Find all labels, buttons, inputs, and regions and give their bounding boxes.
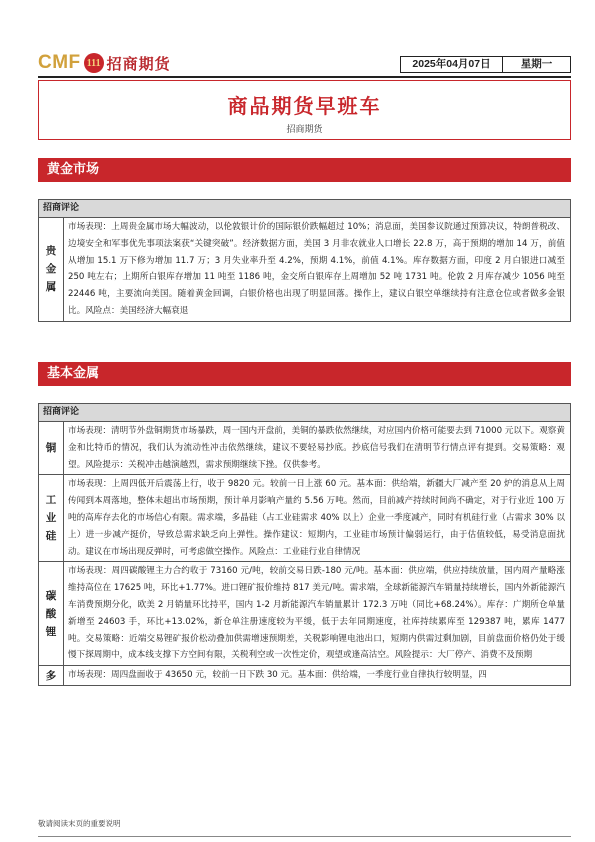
logo-emblem-icon: 111 — [84, 53, 104, 73]
section-base-title: 基本金属 — [38, 362, 571, 386]
header-rule — [38, 76, 571, 78]
row-name-lithium: 碳 酸 锂 — [39, 562, 64, 666]
footnote: 敬请阅读末页的重要说明 — [38, 819, 121, 828]
report-weekday: 星期一 — [520, 58, 553, 70]
row-text-polysilicon: 市场表现：周四盘面收于 43650 元，较前一日下跌 30 元。基本面：供给端，一季度行业自律执行较明显，四 — [64, 666, 571, 686]
table-row — [39, 562, 571, 666]
row-text-copper: 市场表现：清明节外盘铜期货市场暴跌，周一国内开盘前，美铜的暴跌依然继续，对应国内价格可能要去到 71000 元以下。观察黄金和比特币的情况，我们认为流动性冲击依然继续，建议不要轻易抄底。抄底信号我们在清明节行情点评有提到。交易策略：观望。风险提示：关税冲击越演越烈，需求预期继续下挫。仅供参考。 — [64, 422, 571, 475]
logo-chinese: 招商期货 — [106, 54, 171, 73]
page-title: 商品期货早班车 — [227, 94, 382, 118]
row-name-precious-metals: 贵 金 属 — [39, 218, 64, 322]
footer-rule — [38, 836, 571, 837]
table-row — [39, 218, 571, 322]
row-name-silicon: 工 业 硅 — [39, 475, 64, 562]
base-table — [38, 403, 571, 686]
row-text-precious-metals: 市场表现：上周贵金属市场大幅波动，以伦敦银计价的国际银价跌幅超过 10%；消息面，美国参议院通过预算决议，特朗普税改、边境安全和军事优先事项法案获“关键突破”。经济数据方面，美国 3 月非农就业人口增长 22.8 万，高于预期的增加 14 万，前值从增加 15.1 万下修为增加 11.7 万；3 月失业率升至 4.2%，预期 4.1%，前值 4.1%。库存数据方面，印度 2 月白银进口减至 250 吨左右；上期所白银库存增加 11 吨至 1186 吨，金交所白银库存上周增加 52 吨 1731 吨。伦敦 2 月库存减少 1056 吨至 22446 吨，主要流向美国。随着黄金回调，白银价格也出现了明显回落。操作上，建议白银空单继续持有注意仓位或者做多金银比。风险点：美国经济大幅衰退 — [64, 218, 571, 322]
row-name-polysilicon: 多 — [39, 666, 64, 686]
title-box — [38, 80, 571, 140]
table-row — [39, 666, 571, 686]
table-row — [39, 422, 571, 475]
logo-latin: CMF — [38, 52, 81, 73]
gold-table — [38, 199, 571, 322]
base-table-head: 招商评论 — [39, 404, 571, 422]
table-row — [39, 475, 571, 562]
section-gold-title: 黄金市场 — [38, 158, 571, 182]
page-subtitle: 招商期货 — [286, 125, 323, 135]
row-text-lithium: 市场表现：周四碳酸锂主力合约收于 73160 元/吨，较前交易日跌-180 元/吨。基本面：供应端，供应持续放量，国内周产量略涨维持高位在 17625 吨，环比+1.77%。进口锂矿报价维持 817 美元/吨。需求端，全球新能源汽车销量持续增长，国内外新能源汽车消费预期分化，欧美 2 月销量环比持平，国内 1-2 月新能源汽车销量累计 172.3 万吨（同比+68.24%）。库存：广期所仓单量新增至 24603 手，环比+13.02%，新仓单注册速度较为平缓，低于去年同期速度，社库持续累库至 129387 吨，累库 1477 吨。交易策略：近端交易锂矿报价松动叠加供需增速预期差，关税影响锂电池出口，短期内供需过剩加剧，目前盘面价格仍处于缓慢下探周期中，成本线支撑下方空间有限，关税利空或一次性定价，观望或逢高沽空。风险提示：大厂停产、消费不及预期 — [64, 562, 571, 666]
company-logo — [38, 52, 171, 74]
row-name-copper: 铜 — [39, 422, 64, 475]
date-bar — [400, 56, 571, 73]
row-text-silicon: 市场表现：上周四低开后震荡上行，收于 9820 元。较前一日上涨 60 元。基本面：供给端，新疆大厂减产至 20 炉的消息从上周传闻到本周落地，整体未超出市场预期，预计单月影响产量约 5.56 万吨。然而，目前减产持续时间尚不确定，对于行业近 100 万吨的高库存去化的市场信心有限。需求端，多晶硅（占工业硅需求 40% 以上）企业一季度减产，同时有机硅行业（占需求 30% 以上）进一步减产挺价，导致总需求缺乏向上弹性。操作建议：短期内，工业硅市场预计偏弱运行，由于估值较低，易受消息面扰动。建议在市场出现反弹时，可考虑做空操作。风险点：工业硅行业自律情况 — [64, 475, 571, 562]
report-date: 2025年04月07日 — [401, 57, 503, 72]
gold-table-head: 招商评论 — [39, 200, 571, 218]
